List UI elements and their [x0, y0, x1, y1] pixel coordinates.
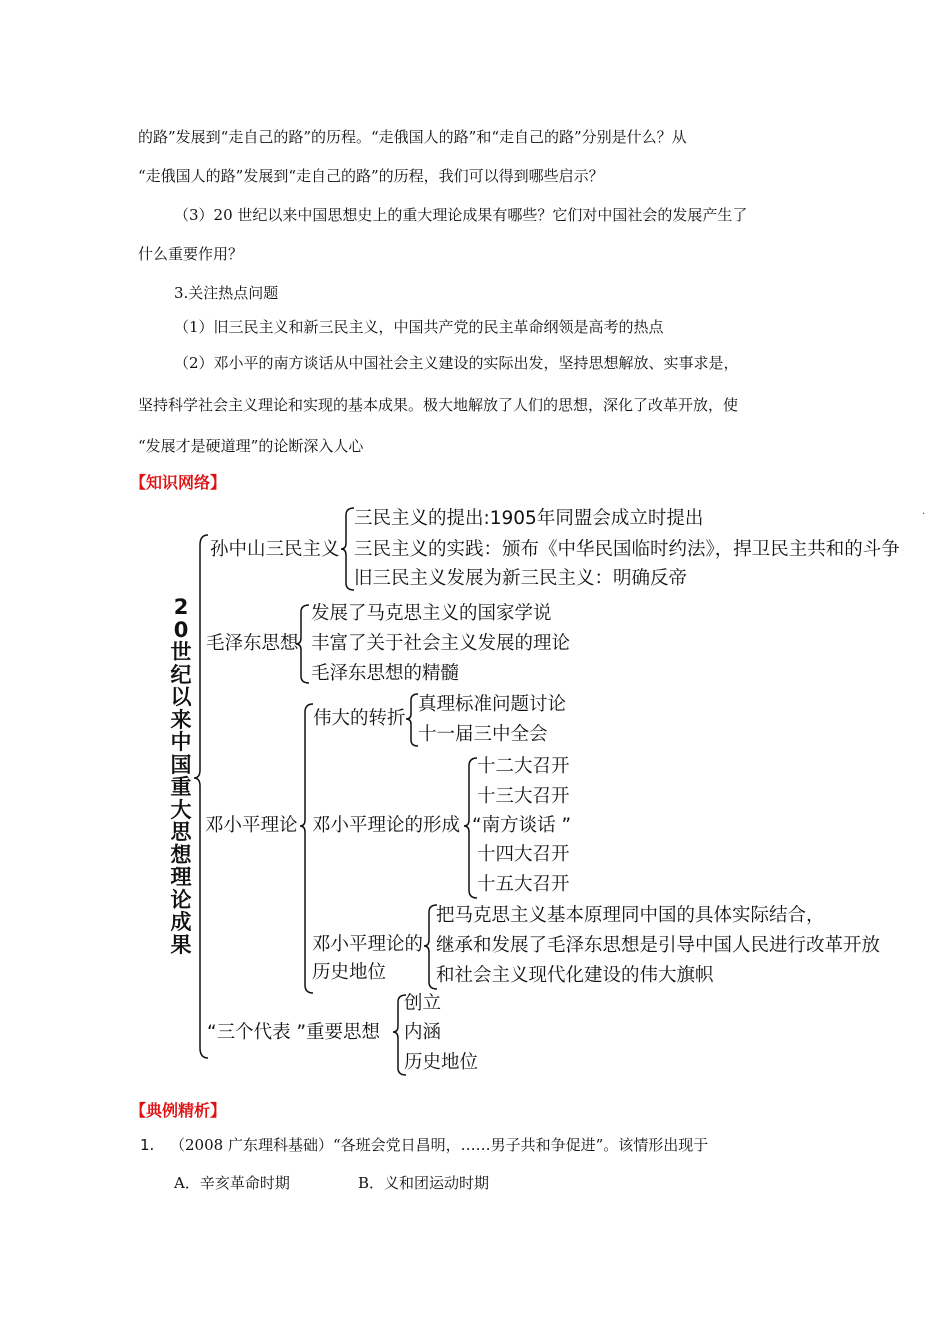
paragraph-line: “发展才是硬道理”的论断深入人心 [138, 437, 364, 455]
diagram-root-title: 20世纪以来中国重大思想理论成果 [170, 595, 192, 957]
option-b: B．义和团运动时期 [358, 1174, 490, 1192]
mao-item: 丰富了关于社会主义发展的理论 [311, 633, 571, 654]
paragraph-line: 什么重要作用？ [138, 245, 244, 263]
deng-form-item: 十二大召开 [477, 756, 570, 777]
deng-form-item: 十四大召开 [477, 844, 570, 865]
paragraph-line: （2）邓小平的南方谈话从中国社会主义建设的实际出发，坚持思想解放、实事求是， [174, 354, 739, 372]
deng-form-item: 十三大召开 [477, 786, 570, 807]
sun-item: 三民主义的实践：颁布《中华民国临时约法》，捍卫民主共和的斗争 [354, 539, 900, 560]
branch-three-label: “三个代表 ”重要思想 [207, 1022, 381, 1043]
sun-item: 三民主义的提出:1905年同盟会成立时提出 [354, 508, 704, 529]
option-a: A．辛亥革命时期 [174, 1174, 290, 1192]
mao-item: 发展了马克思主义的国家学说 [311, 603, 552, 624]
paragraph-line: 坚持科学社会主义理论和实现的基本成果。极大地解放了人们的思想，深化了改革开放，使 [138, 396, 739, 414]
deng-hist-item: 继承和发展了毛泽东思想是引导中国人民进行改革开放 [436, 935, 881, 956]
deng-form-label: 邓小平理论的形成 [312, 815, 461, 836]
branch-sun-label: 孙中山三民主义 [210, 539, 340, 560]
question-stem: （2008 广东理科基础）“各班会党日昌明，……男子共和争促进”。该情形出现于 [170, 1136, 709, 1154]
deng-hist-label: 邓小平理论的 [312, 934, 424, 955]
deng-hist-item: 和社会主义现代化建设的伟大旗帜 [436, 965, 714, 986]
branch-mao-label: 毛泽东思想 [206, 633, 299, 654]
sun-bracket [341, 508, 354, 590]
section-heading-example: 【典例精析】 [130, 1101, 227, 1120]
deng-turn-item: 十一届三中全会 [418, 724, 548, 745]
paragraph-line: （1）旧三民主义和新三民主义，中国共产党的民主革命纲领是高考的热点 [174, 318, 664, 336]
deng-hist-label: 历史地位 [312, 962, 387, 983]
paragraph-line: （3）20 世纪以来中国思想史上的重大理论成果有哪些？它们对中国社会的发展产生了 [174, 206, 748, 224]
paragraph-line: “走俄国人的路”发展到“走自己的路”的历程，我们可以得到哪些启示？ [138, 167, 604, 185]
deng-hist-item: 把马克思主义基本原理同中国的具体实际结合， [436, 905, 825, 926]
question-number: 1. [140, 1136, 155, 1154]
corner-mark: . [922, 506, 926, 517]
three-item: 创立 [404, 993, 442, 1014]
deng-form-item: 十五大召开 [477, 874, 570, 895]
deng-turn-item: 真理标准问题讨论 [418, 694, 567, 715]
paragraph-line: 的路”发展到“走自己的路”的历程。“走俄国人的路”和“走自己的路”分别是什么？从 [138, 128, 687, 146]
three-item: 内涵 [404, 1022, 442, 1043]
mao-item: 毛泽东思想的精髓 [311, 663, 460, 684]
sun-item: 旧三民主义发展为新三民主义：明确反帝 [354, 568, 688, 589]
deng-form-item: “南方谈话 ” [472, 815, 572, 836]
branch-deng-label: 邓小平理论 [205, 815, 298, 836]
paragraph-line: 3.关注热点问题 [174, 284, 279, 302]
root-bracket [194, 535, 208, 1058]
deng-turn-label: 伟大的转折 [313, 708, 406, 729]
turn-bracket [406, 694, 418, 746]
section-heading-knowledge: 【知识网络】 [130, 473, 227, 492]
three-item: 历史地位 [404, 1052, 479, 1073]
